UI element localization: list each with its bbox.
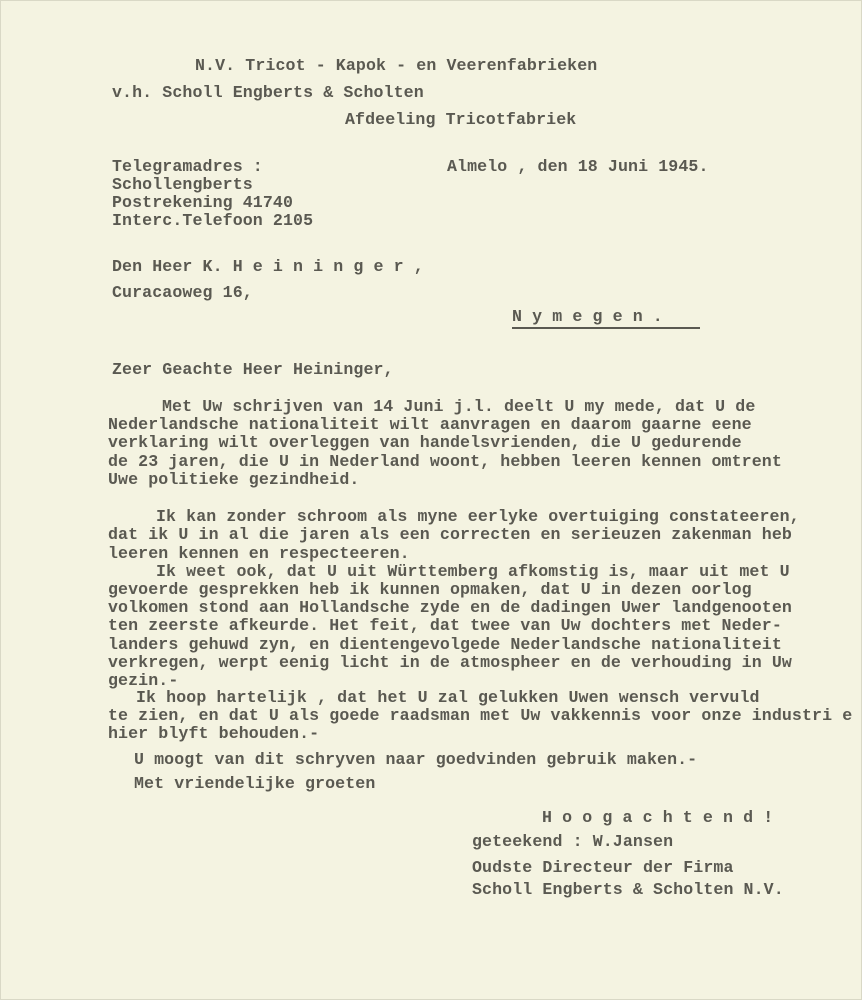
letterhead-company: N.V. Tricot - Kapok - en Veerenfabrieken [195,56,598,75]
body-line: gezin.- [108,671,179,690]
body-line: volkomen stond aan Hollandsche zyde en de dadingen Uwer landgenooten [108,598,792,617]
body-line: te zien, en dat U als goede raadsman met Uw vakkennis voor onze industri e [108,706,853,725]
body-line: Ik weet ook, dat U uit Württemberg afkomstig is, maar uit met U [156,562,790,581]
recipient-city: N y m e g e n . [512,308,700,329]
body-line: de 23 jaren, die U in Nederland woont, hebben leeren kennen omtrent [108,452,782,471]
telegram-label: Telegramadres : [112,157,263,176]
body-line: Met vriendelijke groeten [134,774,376,793]
phone: Interc.Telefoon 2105 [112,211,314,230]
body-line: leeren kennen en respecteeren. [108,544,410,563]
body-line: Ik kan zonder schroom als myne eerlyke overtuiging constateeren, [156,507,800,526]
salutation: Zeer Geachte Heer Heininger, [112,360,394,379]
signer-firm: Scholl Engberts & Scholten N.V. [472,880,784,899]
body-line: Uwe politieke gezindheid. [108,470,360,489]
body-line: Met Uw schrijven van 14 Juni j.l. deelt U my mede, dat U de [162,397,756,416]
body-line: verkregen, werpt eenig licht in de atmospheer en de verhouding in Uw [108,653,792,672]
letterhead-department: Afdeeling Tricotfabriek [345,110,577,129]
recipient-street: Curacaoweg 16, [112,283,253,302]
body-line: verklaring wilt overleggen van handelsvrienden, die U gedurende [108,433,742,452]
recipient-name: Den Heer K. H e i n i n g e r , [112,257,424,276]
signed-by: geteekend : W.Jansen [472,832,674,851]
body-line: ten zeerste afkeurde. Het feit, dat twee van Uw dochters met Neder- [108,616,782,635]
body-line: gevoerde gesprekken heb ik kunnen opmaken, dat U in dezen oorlog [108,580,752,599]
body-line: U moogt van dit schryven naar goedvinden gebruik maken.- [134,750,698,769]
body-line: Nederlandsche nationaliteit wilt aanvragen en daarom gaarne eene [108,415,752,434]
body-line: hier blyft behouden.- [108,724,320,743]
date-line: Almelo , den 18 Juni 1945. [447,157,709,176]
body-line: landers gehuwd zyn, en dientengevolgede Nederlandsche nationaliteit [108,635,782,654]
telegram-address: Schollengberts [112,175,253,194]
body-line: dat ik U in al die jaren als een correcten en serieuzen zakenman heb [108,525,792,544]
signer-title: Oudste Directeur der Firma [472,858,734,877]
body-line: Ik hoop hartelijk , dat het U zal gelukken Uwen wensch vervuld [136,688,760,707]
letterhead-formerly: v.h. Scholl Engberts & Scholten [112,83,424,102]
closing-greeting: H o o g a c h t e n d ! [542,808,774,827]
postal-account: Postrekening 41740 [112,193,294,212]
